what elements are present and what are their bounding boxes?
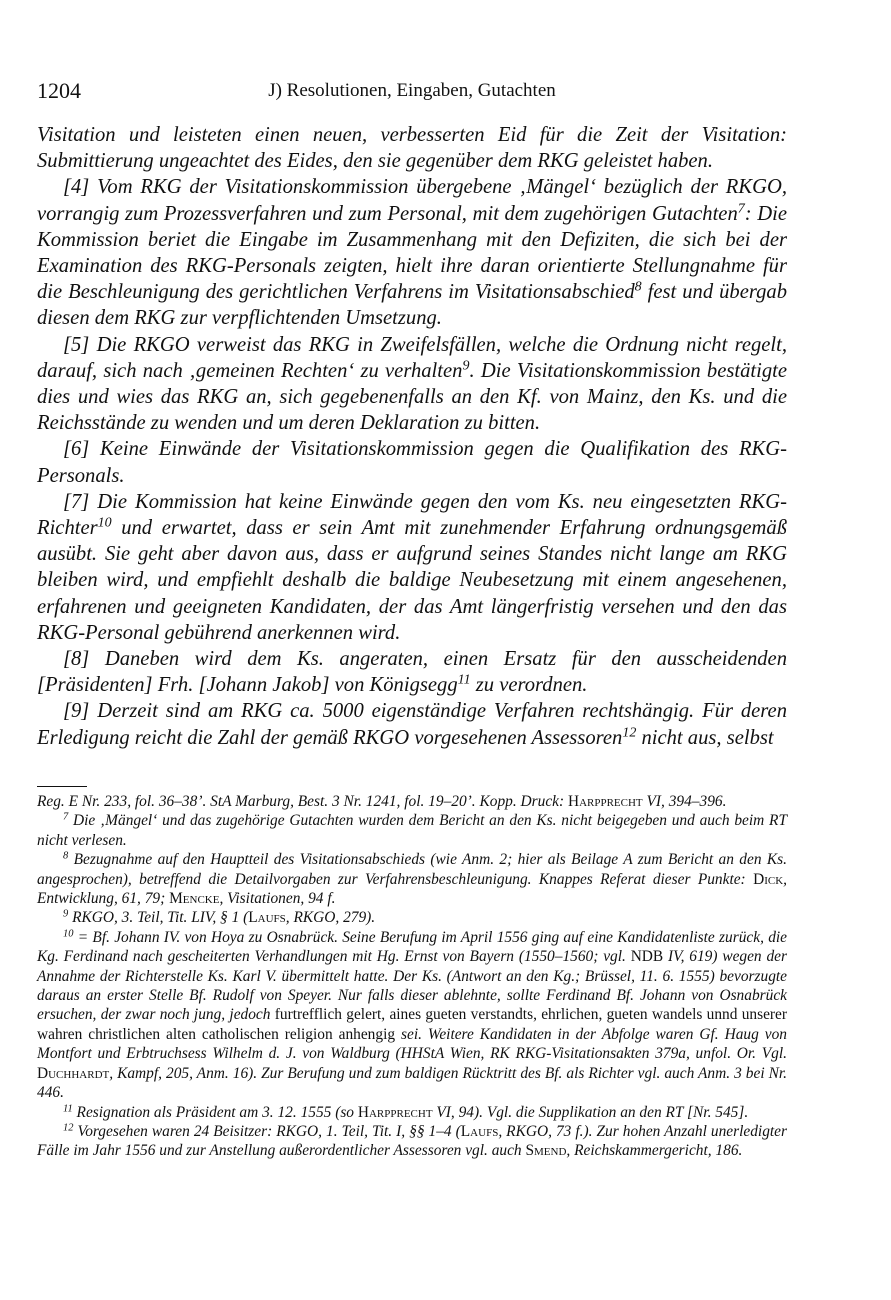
note-text: VI, 94). Vgl. die Supplikation an den RT [Nr. 545].: [432, 1103, 749, 1121]
footnote-ref[interactable]: 10: [97, 515, 112, 531]
note-text: RKGO, 3. Teil, Tit. LIV, § 1 (: [68, 909, 249, 927]
paragraph: [37, 436, 787, 488]
page-number: 1204: [37, 78, 81, 103]
note-text: IV, 619) wegen der Annahme der Richterstelle Ks. Karl V. übermittelt hatte. Der Ks. (Antwort an den Kg.; Brüssel, 11. 6. 1555) bevorzugte daraus an erster Stelle Bf. Rudolf von Speyer. Nur falls dieser ablehnte, sollte Ferdinand Bf. Johann von Osnabrück ersuchen, der zwar noch jung, jedoch: [37, 948, 787, 1024]
footnote-ref[interactable]: 7: [737, 200, 745, 216]
footnotes: [37, 792, 787, 1161]
footnote-number: 11: [63, 1102, 73, 1114]
abbreviation: NDB: [630, 948, 664, 966]
footnote-9: [37, 908, 787, 927]
footnote-12: [37, 1122, 787, 1161]
footnote-ref[interactable]: 11: [457, 672, 471, 688]
author-name: Mencke: [169, 890, 220, 908]
note-text: Vorgesehen waren 24 Beisitzer: RKGO, 1. Teil, Tit. I, §§ 1–4 (: [73, 1122, 461, 1140]
note-text: Die ‚Mängel‘ und das zugehörige Gutachten wurden dem Bericht an den Ks. nicht beigegeben und auch beim RT nicht verlesen.: [37, 812, 787, 849]
paragraph: [37, 489, 787, 646]
paragraph-text: fest und übergab diesen dem RKG zur verpflichtenden Umsetzung.: [37, 281, 787, 330]
paragraph-text: [8] Daneben wird dem Ks. angeraten, einen Ersatz für den ausscheidenden [Präsidenten] Frh. [Johann Jakob] von Königsegg: [37, 648, 787, 697]
note-text: , Kampf, 205, Anm. 16). Zur Berufung und zum baldigen Rücktritt des Bf. als Richter vgl. auch Anm. 3 bei Nr. 446.: [37, 1064, 787, 1102]
paragraph-text: und erwartet, dass er sein Amt mit zunehmender Erfahrung ordnungsgemäß ausübt. Sie geht aber davon aus, dass er aufgrund seines Standes nicht lange am RKG bleiben wird, und empfiehlt deshalb die baldige Neubesetzung mit einem angesehenen, erfahrenen und geeigneten Kandidaten, der das Amt längerfristig versehen und den das RKG-Personal gebührend anerkennen wird.: [37, 517, 787, 644]
footnote-number: 7: [63, 811, 69, 823]
author-name: Smend: [525, 1142, 567, 1160]
footnote-ref[interactable]: 8: [634, 279, 642, 295]
footnote-number: 8: [63, 850, 69, 862]
author-name: Harpprecht: [357, 1103, 433, 1121]
paragraph-text: Visitation und leisteten einen neuen, verbesserten Eid für die Zeit der Visitation: Submittierung ungeachtet des Eides, den sie gegenüber dem RKG geleistet haben.: [37, 124, 787, 173]
footnote-10: [37, 928, 787, 1103]
running-head: J) Resolutionen, Eingaben, Gutachten: [268, 80, 556, 101]
main-text: [37, 122, 787, 751]
paragraph: [37, 332, 787, 437]
source-note: [37, 792, 787, 811]
author-name: Laufs: [248, 909, 286, 927]
paragraph: [37, 646, 787, 698]
note-text: VI, 394–396.: [642, 793, 727, 810]
author-name: Duchhardt: [37, 1064, 110, 1082]
note-text: , Entwicklung, 61, 79;: [37, 870, 787, 908]
note-text: , Visitationen, 94 f.: [219, 890, 336, 908]
quotation: furtrefflich gelert, aines gueten verstandts, ehrlichen, gueten wandels unnd unserer wahren christlichen alten catholischen religion anhengig: [37, 1006, 787, 1043]
paragraph-text: [6] Keine Einwände der Visitationskommission gegen die Qualifikation des RKG-Personals.: [37, 438, 787, 487]
author-name: Harpprecht: [567, 793, 643, 810]
paragraph-text: zu verordnen.: [470, 674, 588, 697]
footnote-ref[interactable]: 9: [462, 358, 470, 374]
paragraph-text: . Die Visitationskommission bestätigte dies und wies das RKG an, sich gegebenenfalls an den Kf. von Mainz, den Ks. und die Reichsstände zu wenden und um deren Deklaration zu bitten.: [37, 359, 787, 435]
note-text: Reg. E Nr. 233, fol. 36–38’. StA Marburg, Best. 3 Nr. 1241, fol. 19–20’. Kopp. Druck:: [37, 793, 568, 810]
paragraph-text: [7] Die Kommission hat keine Einwände gegen den vom Ks. neu eingesetzten RKG-Richter: [37, 490, 787, 540]
footnote-number: 9: [63, 908, 69, 920]
paragraph-text: : Die Kommission beriet die Eingabe im Zusammenhang mit den Defiziten, die sich bei der Examination des RKG-Personals zeigten, hielt ihre daran orientierte Stellungnahme für die Beschleunigung des gerichtlichen Verfahrens im Visitationsabschied: [37, 202, 787, 304]
note-text: = Bf. Johann IV. von Hoya zu Osnabrück. Seine Berufung im April 1556 ging auf eine Kandidatenliste zurück, die Kg. Ferdinand nach gescheiterten Verhandlungen mit Hg. Ernst von Bayern (1550–1560; vgl.: [37, 928, 787, 966]
note-text: sei. Weitere Kandidaten in der Abfolge waren Gf. Haug von Montfort und Erbtruchsess Wilhelm d. J. von Waldburg (HHStA Wien, RK RKG-Visitationsakten 379a, unfol. Or. Vgl.: [37, 1025, 787, 1063]
paragraph-text: [4] Vom RKG der Visitationskommission übergebene ‚Mängel‘ bezüglich der RKGO, vorrangig zum Prozessverfahren und zum Personal, mit dem zugehörigen Gutachten: [37, 176, 787, 225]
note-text: Bezugnahme auf den Hauptteil des Visitationsabschieds (wie Anm. 2; hier als Beilage A zum Bericht an den Ks. angesprochen), betreffend die Detailvorgaben zur Verfahrensbeschleunigung. Knappes Referat dieser Punkte:: [37, 851, 787, 888]
footnote-7: [37, 811, 787, 850]
paragraph: [37, 174, 787, 331]
footnote-divider: [37, 786, 87, 787]
note-text: , Reichskammergericht, 186.: [566, 1142, 743, 1160]
page-header: [37, 78, 787, 118]
page: [37, 78, 787, 1160]
author-name: Dick: [753, 870, 784, 888]
paragraph-text: [9] Derzeit sind am RKG ca. 5000 eigenständige Verfahren rechtshängig. Für deren Erledigung reicht die Zahl der gemäß RKGO vorgesehenen Assessoren: [37, 700, 787, 749]
footnote-number: 12: [63, 1122, 74, 1134]
paragraph-text: nicht aus, selbst: [636, 726, 774, 749]
paragraph-text: [5] Die RKGO verweist das RKG in Zweifelsfällen, welche die Ordnung nicht regelt, darauf, sich nach ‚gemeinen Rechten‘ zu verhalten: [37, 333, 787, 382]
paragraph: [37, 122, 787, 174]
footnote-11: [37, 1103, 787, 1122]
note-text: Resignation als Präsident am 3. 12. 1555 (so: [72, 1103, 358, 1121]
footnote-ref[interactable]: 12: [622, 724, 637, 740]
paragraph: [37, 698, 787, 750]
author-name: Laufs: [460, 1122, 499, 1140]
note-text: , RKGO, 279).: [285, 909, 376, 927]
footnote-8: [37, 850, 787, 908]
note-text: , RKGO, 73 f.). Zur hohen Anzahl unerledigter Fälle im Jahr 1556 und zur Anstellung außerordentlicher Assessoren vgl. auch: [37, 1122, 787, 1160]
footnote-number: 10: [63, 928, 74, 940]
